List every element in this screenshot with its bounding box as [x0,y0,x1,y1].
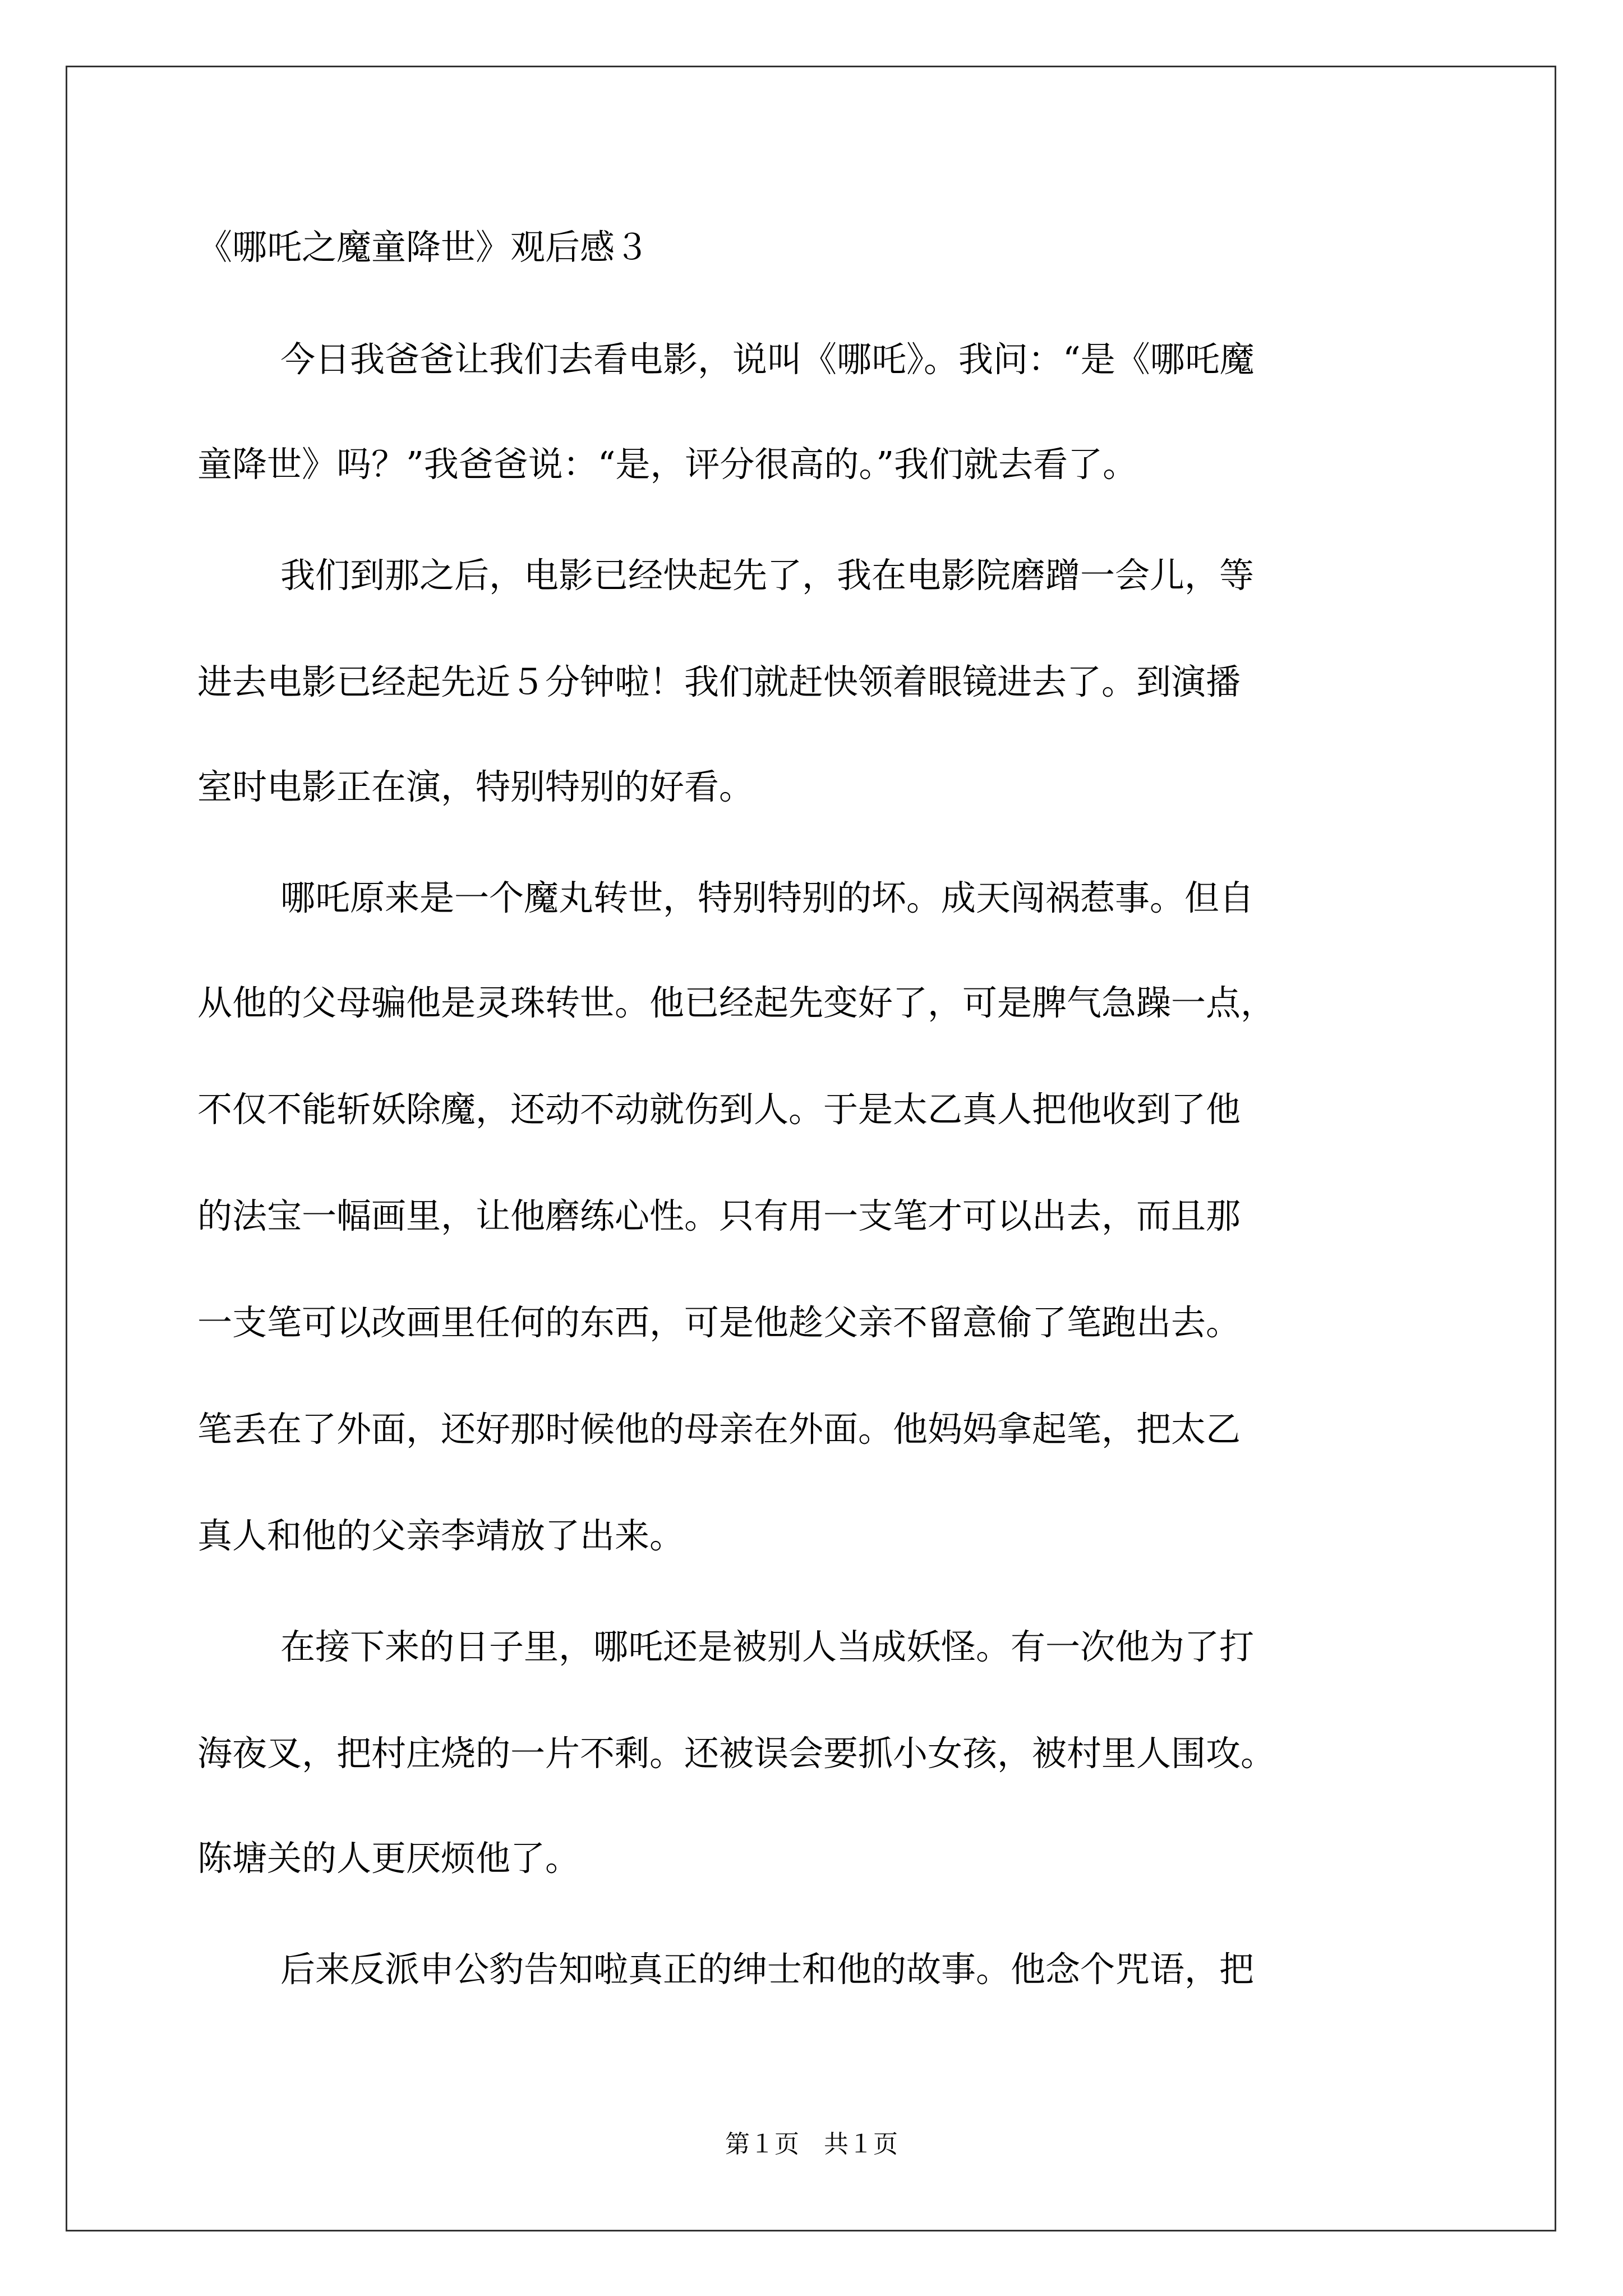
paragraph-5-line-1: 后来反派申公豹告知啦真正的绅士和他的故事。他念个咒语，把 [280,1949,1255,1990]
paragraph-1-line-2: 童降世》吗？”我爸爸说：“是，评分很高的。”我们就去看了。 [197,444,1138,485]
paragraph-3-line-2: 从他的父母骗他是灵珠转世。他已经起先变好了，可是脾气急躁一点， [197,982,1276,1023]
paragraph-4-line-3: 陈塘关的人更厌烦他了。 [197,1838,580,1879]
paragraph-3-line-5: 一支笔可以改画里任何的东西，可是他趁父亲不留意偷了笔跑出去。 [197,1302,1241,1343]
paragraph-4-line-1: 在接下来的日子里，哪吒还是被别人当成妖怪。有一次他为了打 [280,1626,1255,1667]
paragraph-2-line-3: 室时电影正在演，特别特别的好看。 [197,766,754,807]
paragraph-3-line-1: 哪吒原来是一个魔丸转世，特别特别的坏。成天闯祸惹事。但自 [280,877,1255,918]
page-footer: 第１页 共１页 [725,2130,898,2159]
paragraph-3-line-6: 笔丢在了外面，还好那时候他的母亲在外面。他妈妈拿起笔，把太乙 [197,1409,1241,1450]
paragraph-3-line-7: 真人和他的父亲李靖放了出来。 [197,1515,685,1556]
paragraph-2-line-2: 进去电影已经起先近５分钟啦！我们就赶快领着眼镜进去了。到演播 [197,661,1241,702]
paragraph-1-line-1: 今日我爸爸让我们去看电影，说叫《哪吒》。我问：“是《哪吒魔 [280,339,1255,380]
paragraph-3-line-3: 不仅不能斩妖除魔，还动不动就伤到人。于是太乙真人把他收到了他 [197,1089,1241,1130]
page-frame [66,66,1556,2231]
paragraph-2-line-1: 我们到那之后，电影已经快起先了，我在电影院磨蹭一会儿，等 [280,555,1255,596]
document-title: 《哪吒之魔童降世》观后感３ [197,227,650,268]
paragraph-3-line-4: 的法宝一幅画里，让他磨练心性。只有用一支笔才可以出去，而且那 [197,1195,1241,1236]
paragraph-4-line-2: 海夜叉，把村庄烧的一片不剩。还被误会要抓小女孩，被村里人围攻。 [197,1733,1276,1774]
